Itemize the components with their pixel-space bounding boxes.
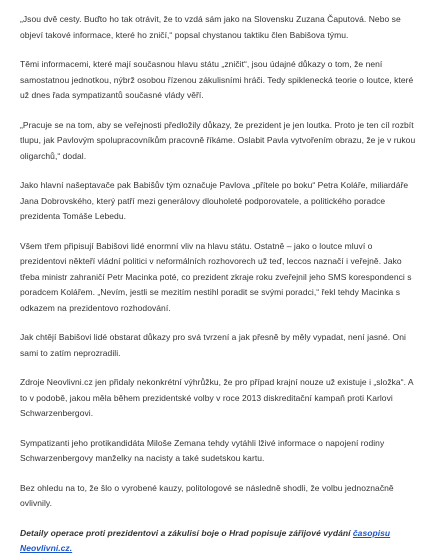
paragraph-destroy-information: Těmi informacemi, které mají současnou hlavu státu „zničit“, jsou údajné důkazy o tom, že není samostatnou jednotkou, nýbrž osobou řízenou zákulisními hráči. Tedy spiklenecká teorie o loutce, které už dnes řada sympatizantů současné vlády věří. <box>20 59 414 100</box>
closing-note-text: Detaily operace proti prezidentovi a zákulisí boje o Hrad popisuje zářijové vydání <box>20 527 353 538</box>
paragraph-folder-2013: Zdroje Neovlivni.cz jen přidaly nekonkrétní výhrůžku, že pro případ krajní nouze už existuje i „složka“. A to v podobě, jakou měla během prezidentské volby v roce 2013 diskreditační kampaň proti Karlovi Schwarzenbergovi. <box>20 377 414 418</box>
paragraph-fabricated-cases: Bez ohledu na to, že šlo o vyrobené kauzy, politologové se následně shodli, že volbu jednoznačně ovlivnily. <box>20 482 394 508</box>
magazine-link[interactable]: časopisu Neovlivni.cz. <box>20 527 391 553</box>
paragraph-whisperers: Jako hlavní našeptavače pak Babišův tým označuje Pavlova „přítele po boku“ Petra Koláře, miliardáře Jana Dobrovského, který patří mezi generálovy dlouholeté podporovatele, a politického poradce prezidenta Tomáše Lebedu. <box>20 180 409 221</box>
paragraph-quote-two-ways: „Jsou dvě cesty. Buďto ho tak otrávit, že to vzdá sám jako na Slovensku Zuzana Čaputová. Nebo se objeví takové informace, které ho zničí,“ popsal chystanou taktiku člen Babišova týmu. <box>20 14 401 40</box>
paragraph-puppet-evidence: „Pracuje se na tom, aby se veřejnosti předložily důkazy, že prezident je jen loutka. Proto je ten cíl rozbít tlupu, jak Pavlovým spolupracovníkům pracovně říkáme. Oslabit Pavla vytvořením obrazu, že je v rukou oligarchů,“ dodal. <box>20 119 416 161</box>
paragraph-influence-macinka: Všem třem připisují Babišovi lidé enormní vliv na hlavu státu. Ostatně – jako o loutce mluví o prezidentovi někteří vládní politici v neformálních rozhovorech už teď, leccos naznačí i veřejně. Jako třeba ministr zahraničí Petr Macinka poté, co prezident zkraje roku zveřejnil jeho SMS korespondenci s poradcem Kolářem. „Nevím, jestli se mezitím nestihl poradit se svými poradci,“ řekl tehdy Macinka s odkazem na prezidentovo rozhodování. <box>20 240 412 313</box>
paragraph-zeman-supporters: Sympatizanti jeho protikandidáta Miloše Zemana tehdy vytáhli lživé informace o napojení rodiny Schwarzenbergovy manželky na nacisty a také sudetskou kartu. <box>20 437 385 463</box>
closing-note <box>20 526 420 557</box>
paragraph-evidence-unclear: Jak chtějí Babišovi lidé obstarat důkazy pro svá tvrzení a jak přesně by měly vypadat, není jasné. Oni sami to zatím neprozradili. <box>20 332 406 358</box>
